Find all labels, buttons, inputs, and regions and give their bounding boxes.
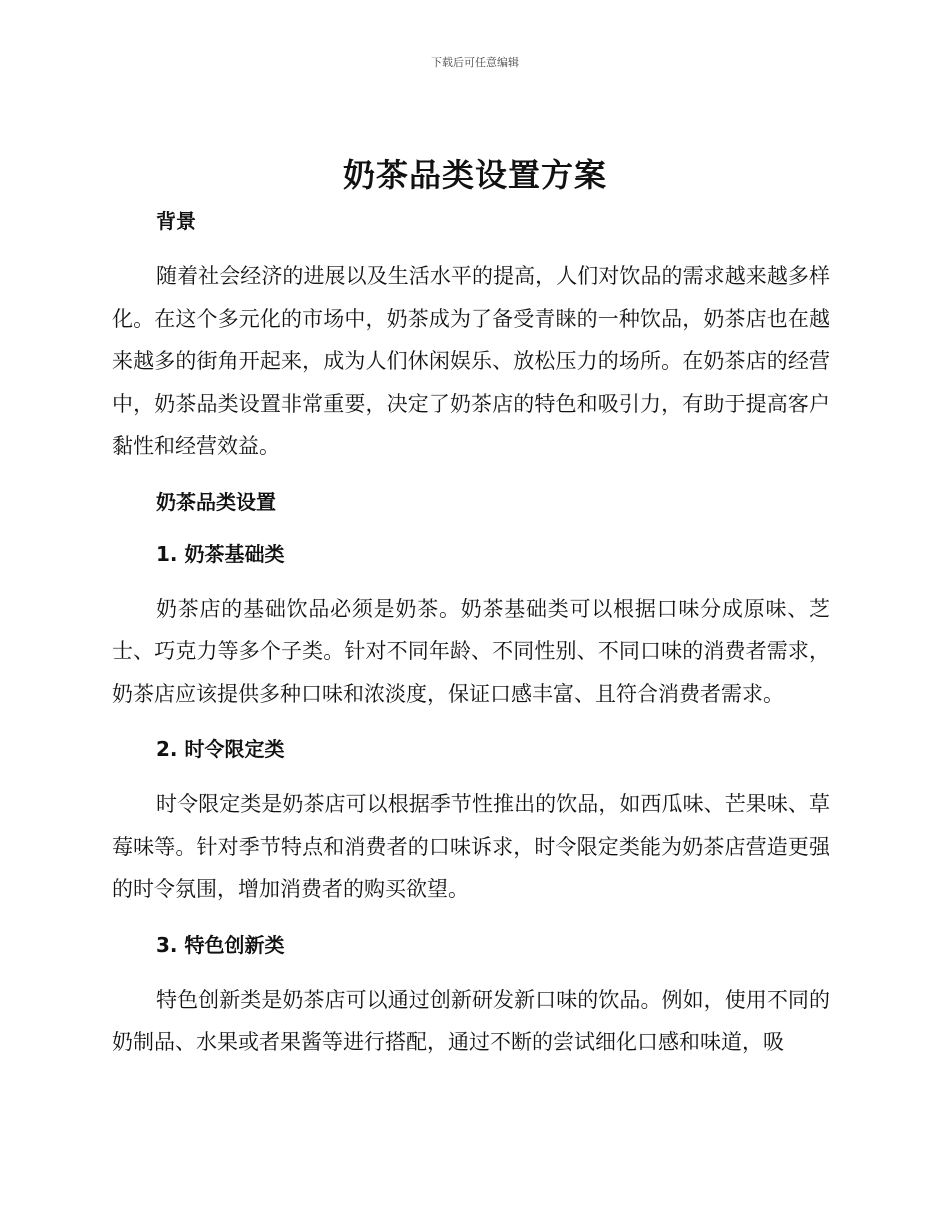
section-paragraph-basic-milk-tea: 奶茶店的基础饮品必须是奶茶。奶茶基础类可以根据口味分成原味、芝士、巧克力等多个子类。针对不同年龄、不同性别、不同口味的消费者需求，奶茶店应该提供多种口味和浓淡度，保证口感丰富、且符合消费者需求。 [112,596,830,706]
section-heading-basic-milk-tea: 1. 奶茶基础类 [156,541,285,566]
section-paragraph-signature-innovation: 特色创新类是奶茶店可以通过创新研发新口味的饮品。例如，使用不同的奶制品、水果或者果酱等进行搭配，通过不断的尝试细化口感和味道，吸 [112,987,830,1054]
section-heading-background: 背景 [156,209,196,233]
section-heading-seasonal-limited: 2. 时令限定类 [156,737,285,761]
document-title: 奶茶品类设置方案 [342,156,607,194]
section-heading-category-setup: 奶茶品类设置 [156,489,276,514]
page-header-note: 下载后可任意编辑 [431,56,519,69]
document-body [112,203,830,1064]
section-heading-signature-innovation: 3. 特色创新类 [156,932,285,957]
section-paragraph-background: 随着社会经济的进展以及生活水平的提高，人们对饮品的需求越来越多样化。在这个多元化的市场中，奶茶成为了备受青睐的一种饮品，奶茶店也在越来越多的街角开起来，成为人们休闲娱乐、放松压力的场所。在奶茶店的经营中，奶茶品类设置非常重要，决定了奶茶店的特色和吸引力，有助于提高客户黏性和经营效益。 [112,264,830,458]
section-paragraph-seasonal-limited: 时令限定类是奶茶店可以根据季节性推出的饮品，如西瓜味、芒果味、草莓味等。针对季节特点和消费者的口味诉求，时令限定类能为奶茶店营造更强的时令氛围，增加消费者的购买欲望。 [112,792,830,901]
